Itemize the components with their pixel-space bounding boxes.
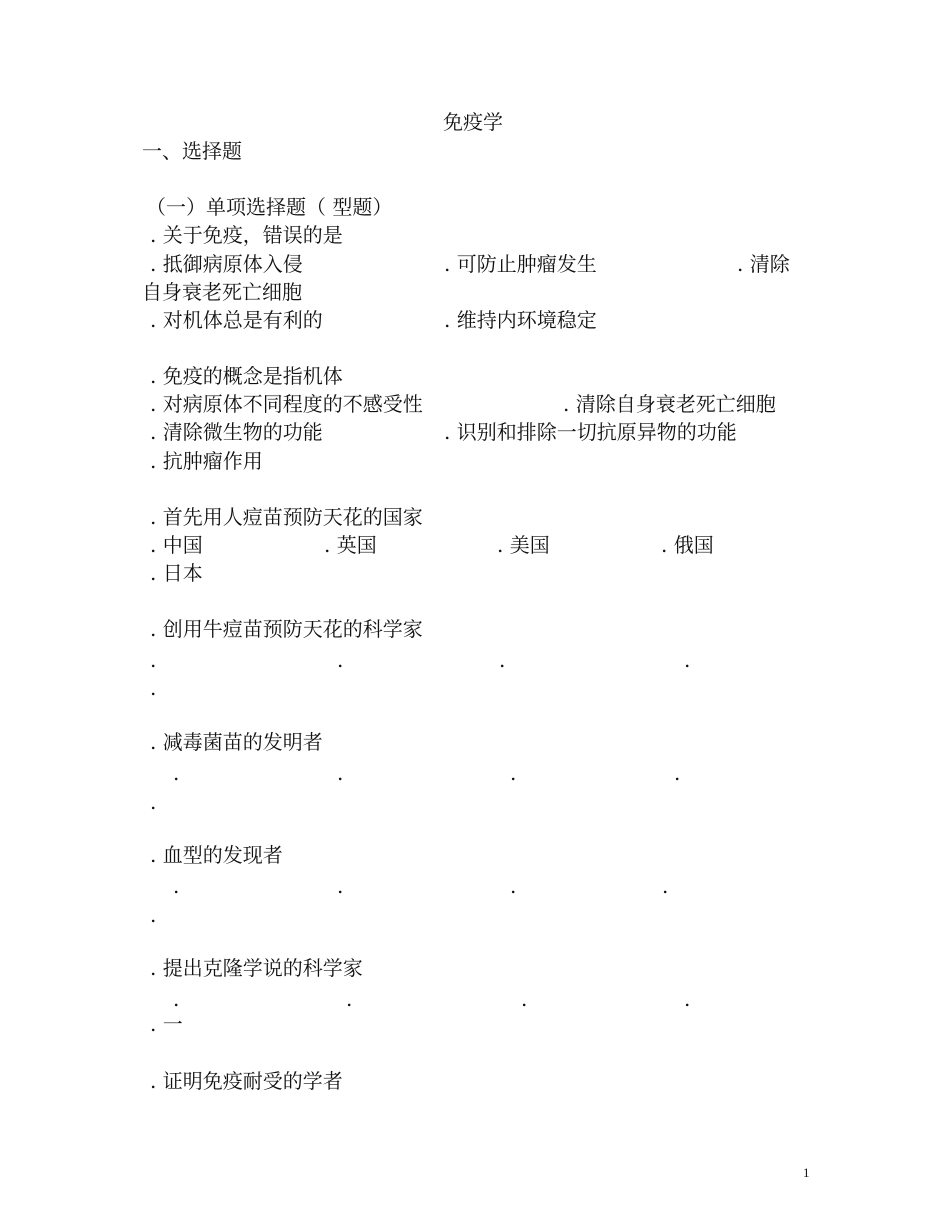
question-6-option-a: . <box>173 874 180 898</box>
question-1-stem: . 关于免疫，错误的是 <box>150 223 343 247</box>
question-4-option-b: . <box>337 648 344 672</box>
question-3-option-e: . 日本 <box>150 561 203 585</box>
subsection-heading: （一）单项选择题（ 型题） <box>146 195 393 219</box>
question-4-stem: . 创用牛痘苗预防天花的科学家 <box>150 617 423 641</box>
question-4-option-e: . <box>150 676 157 700</box>
question-2-option-b: . 清除自身衰老死亡细胞 <box>563 392 776 416</box>
question-6-option-c: . <box>510 874 517 898</box>
section-heading: 一、选择题 <box>142 139 242 163</box>
question-2-option-e: . 抗肿瘤作用 <box>150 449 263 473</box>
question-6-stem: . 血型的发现者 <box>150 843 283 867</box>
page-number: 1 <box>803 1165 810 1180</box>
question-7-option-b: . <box>346 987 353 1011</box>
question-5-option-d: . <box>674 761 681 785</box>
question-5-stem: . 减毒菌苗的发明者 <box>150 730 323 754</box>
question-5-option-b: . <box>337 761 344 785</box>
question-1-option-e: . 维持内环境稳定 <box>444 308 597 332</box>
question-1-option-c: . 清除 <box>737 252 790 276</box>
question-2-option-c: . 清除微生物的功能 <box>150 420 323 444</box>
question-3-option-d: . 俄国 <box>661 533 714 557</box>
question-4-option-c: . <box>499 648 506 672</box>
question-3-stem: . 首先用人痘苗预防天花的国家 <box>150 505 423 529</box>
question-4-option-d: . <box>684 648 691 672</box>
question-7-option-e: . 一 <box>150 1012 183 1036</box>
question-1-option-a: . 抵御病原体入侵 <box>150 252 303 276</box>
question-6-option-b: . <box>337 874 344 898</box>
question-2-stem: . 免疫的概念是指机体 <box>150 364 343 388</box>
question-1-option-b: . 可防止肿瘤发生 <box>444 252 597 276</box>
question-5-option-e: . <box>150 790 157 814</box>
question-1-option-c-cont: 自身衰老死亡细胞 <box>142 280 302 304</box>
question-1-option-d: . 对机体总是有利的 <box>150 308 323 332</box>
question-7-option-d: . <box>684 987 691 1011</box>
question-3-option-c: . 美国 <box>497 533 550 557</box>
question-7-option-a: . <box>173 987 180 1011</box>
question-5-option-a: . <box>173 761 180 785</box>
question-7-stem: . 提出克隆学说的科学家 <box>150 956 363 980</box>
question-7-option-c: . <box>521 987 528 1011</box>
question-4-option-a: . <box>150 648 157 672</box>
question-6-option-d: . <box>662 874 669 898</box>
question-2-option-a: . 对病原体不同程度的不感受性 <box>150 392 423 416</box>
question-6-option-e: . <box>150 903 157 927</box>
question-3-option-b: . 英国 <box>324 533 377 557</box>
document-title: 免疫学 <box>443 110 503 134</box>
question-8-stem: . 证明免疫耐受的学者 <box>150 1069 343 1093</box>
question-2-option-d: . 识别和排除一切抗原异物的功能 <box>444 420 737 444</box>
question-5-option-c: . <box>510 761 517 785</box>
question-3-option-a: . 中国 <box>150 533 203 557</box>
